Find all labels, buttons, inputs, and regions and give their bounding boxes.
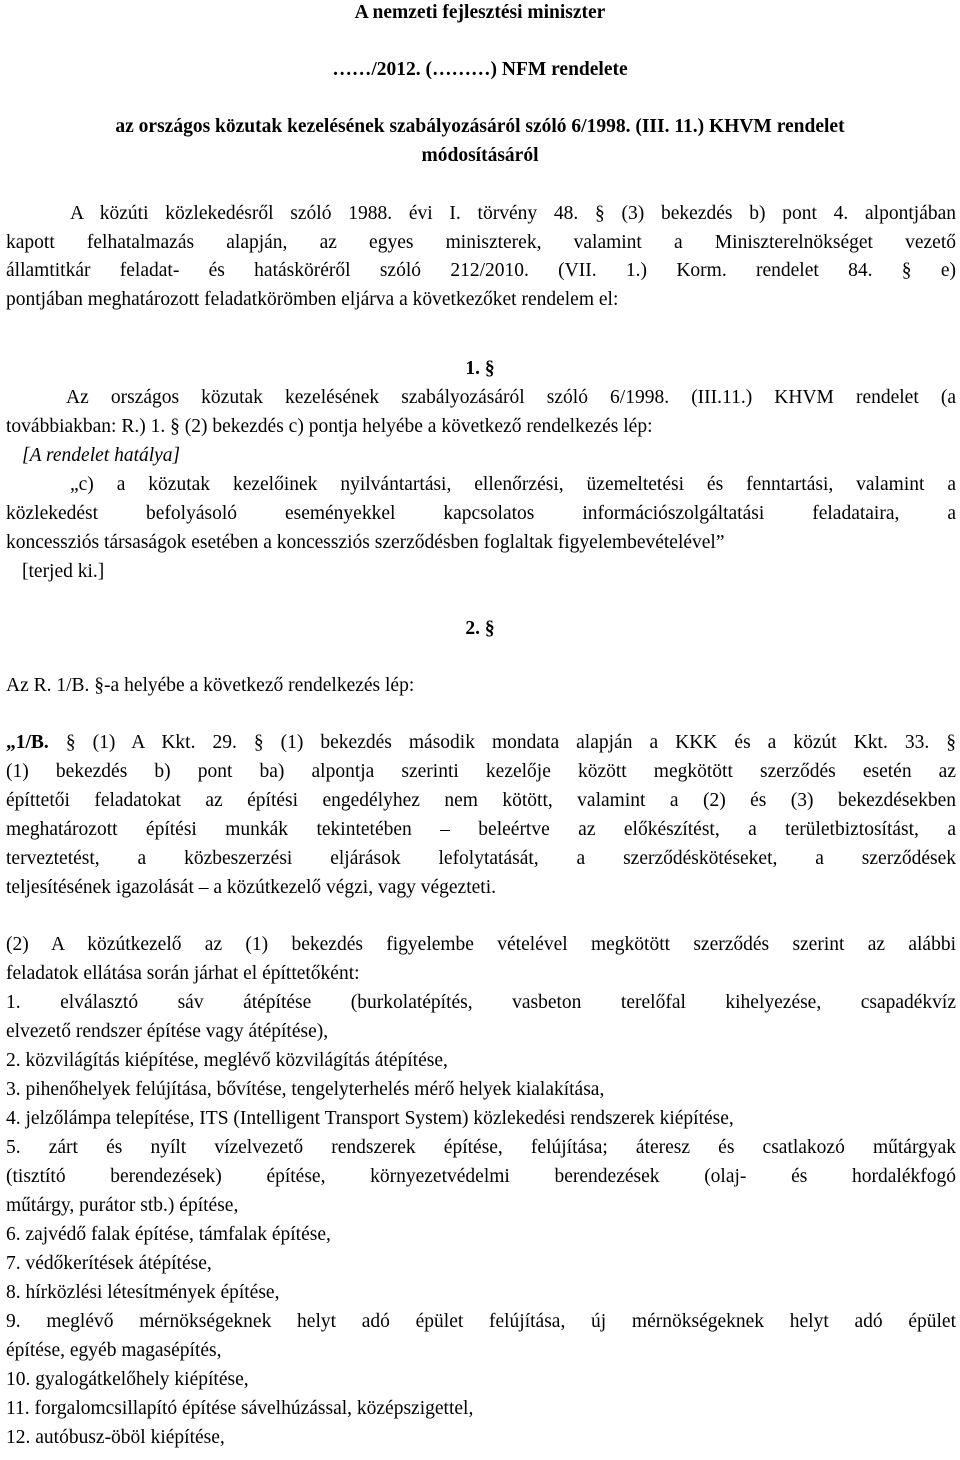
section-2-para-1-line: teljesítésének igazolását – a közútkezelő végzi, vagy végezteti. <box>6 877 496 898</box>
list-item: építése, egyéb magasépítés, <box>6 1340 222 1361</box>
section-1-quote-line: közlekedést befolyásoló eseményekkel kapcsolatos információszolgáltatási feladataira, a <box>6 503 956 524</box>
decree-title-line-1: az országos közutak kezelésének szabályozásáról szóló 6/1998. (III. 11.) KHVM rendelet <box>115 116 845 137</box>
section-2-heading: 2. § <box>465 618 495 639</box>
list-item: 2. közvilágítás kiépítése, meglévő közvilágítás átépítése, <box>6 1050 448 1071</box>
section-2-intro: Az R. 1/B. §-a helyébe a következő rendelkezés lép: <box>6 675 415 696</box>
section-1-quote-line: koncessziós társaságok esetében a koncessziós szerződésben foglaltak figyelembevételével” <box>6 532 725 553</box>
list-item: elvezető rendszer építése vagy átépítése), <box>6 1021 329 1042</box>
section-1-note: [A rendelet hatálya] <box>22 445 181 466</box>
section-1-quote-line: „c) a közutak kezelőinek nyilvántartási, ellenőrzési, üzemeltetési és fenntartási, valamint a <box>70 474 956 495</box>
list-item: 1. elválasztó sáv átépítése (burkolatépítés, vasbeton terelőfal kihelyezése, csapadékvíz <box>6 992 956 1013</box>
list-item: 3. pihenőhelyek felújítása, bővítése, tengelyterhelés mérő helyek kialakítása, <box>6 1079 605 1100</box>
para-1-first-rest: § (1) A Kkt. 29. § (1) bekezdés második mondata alapján a KKK és a közút Kkt. 33. § <box>48 732 956 753</box>
list-item: 4. jelzőlámpa telepítése, ITS (Intelligent Transport System) közlekedési rendszerek kiépítése, <box>6 1108 734 1129</box>
list-item: 11. forgalomcsillapító építése sávelhúzással, középszigettel, <box>6 1398 474 1419</box>
section-2-para-2-line: (2) A közútkezelő az (1) bekezdés figyelembe vételével megkötött szerződés szerint az alábbi <box>6 934 956 955</box>
section-1-line: továbbiakban: R.) 1. § (2) bekezdés c) pontja helyébe a következő rendelkezés lép: <box>6 416 653 437</box>
list-item: 6. zajvédő falak építése, támfalak építése, <box>6 1224 331 1245</box>
section-2-para-1-line: terveztetést, a közbeszerzési eljárások lefolytatását, a szerződéskötéseket, a szerződések <box>6 848 956 869</box>
section-2-para-1-line: meghatározott építési munkák tekintetében – beleértve az előkészítést, a területbiztosítást, a <box>6 819 956 840</box>
list-item: 9. meglévő mérnökségeknek helyt adó épület felújítása, új mérnökségeknek helyt adó épület <box>6 1311 956 1332</box>
list-item: 12. autóbusz-öböl kiépítése, <box>6 1427 225 1448</box>
section-2-para-1-first-line <box>6 730 956 756</box>
list-item: 8. hírközlési létesítmények építése, <box>6 1282 280 1303</box>
list-item: 5. zárt és nyílt vízelvezető rendszerek építése, felújítása; áteresz és csatlakozó műtárgyak <box>6 1137 956 1158</box>
section-2-para-1-line: építtetői feladatokat az építési engedélyhez nem kötött, valamint a (2) és (3) bekezdésekben <box>6 790 956 811</box>
preamble-line: pontjában meghatározott feladatkörömben eljárva a következőket rendelem el: <box>6 289 619 310</box>
section-1-heading: 1. § <box>465 358 495 379</box>
section-2-para-1-line: (1) bekezdés b) pont ba) alpontja szerinti kezelője között megkötött szerződés esetén az <box>6 761 956 782</box>
section-1-line: Az országos közutak kezelésének szabályozásáról szóló 6/1998. (III.11.) KHVM rendelet (a <box>66 387 956 408</box>
decree-number: ……/2012. (………) NFM rendelete <box>332 59 628 80</box>
list-item: (tisztító berendezések) építése, környezetvédelmi berendezések (olaj- és hordalékfogó <box>6 1166 956 1187</box>
section-1-bracket: [terjed ki.] <box>22 561 105 582</box>
decree-title-line-2: módosításáról <box>421 145 539 166</box>
list-item: műtárgy, purátor stb.) építése, <box>6 1195 239 1216</box>
list-item: 10. gyalogátkelőhely kiépítése, <box>6 1369 249 1390</box>
preamble-line: kapott felhatalmazás alapján, az egyes miniszterek, valamint a Miniszterelnökséget vezető <box>6 232 956 253</box>
preamble-line: A közúti közlekedésről szóló 1988. évi I. törvény 48. § (3) bekezdés b) pont 4. alpontjában <box>70 203 956 224</box>
list-item: 7. védőkerítések átépítése, <box>6 1253 212 1274</box>
minister-heading: A nemzeti fejlesztési miniszter <box>354 2 606 23</box>
section-2-para-2-line: feladatok ellátása során járhat el építtetőként: <box>6 963 360 984</box>
preamble-line: államtitkár feladat- és hatásköréről szóló 212/2010. (VII. 1.) Korm. rendelet 84. § e) <box>6 260 956 281</box>
para-1-lead: „1/B. <box>6 732 49 753</box>
